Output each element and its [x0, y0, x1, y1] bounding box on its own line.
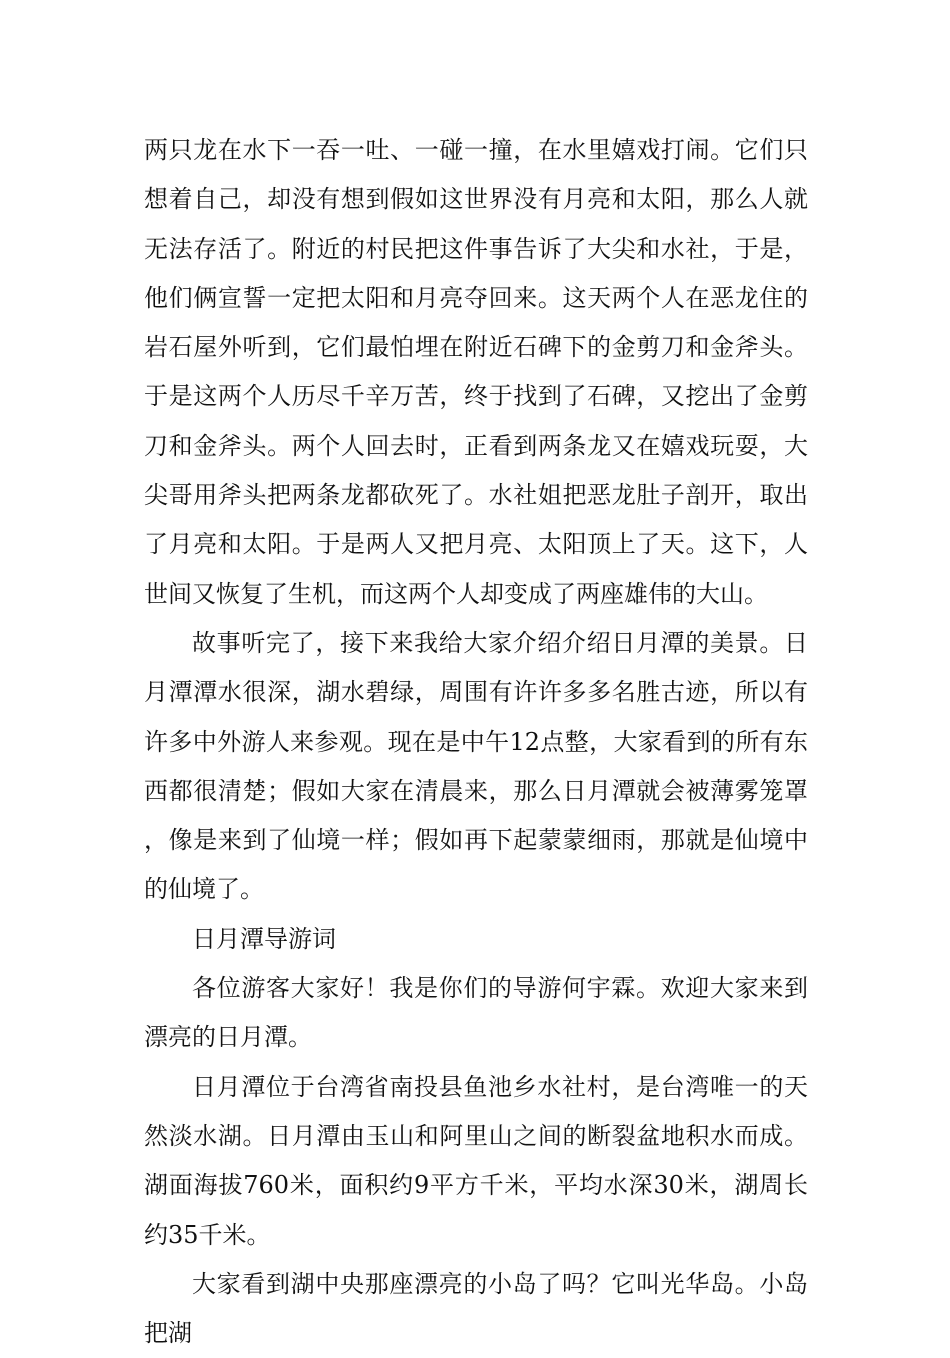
document-page [144, 126, 808, 1358]
section-heading: 日月潭导游词 [192, 924, 336, 953]
paragraph-scenery-intro: 故事听完了，接下来我给大家介绍介绍日月潭的美景。日月潭潭水很深，湖水碧绿，周围有许许多多名胜古迹，所以有许多中外游人来参观。现在是中午12点整，大家看到的所有东西都很清楚；假如大家在清晨来，那么日月潭就会被薄雾笼罩，像是来到了仙境一样；假如再下起蒙蒙细雨，那就是仙境中的仙境了。 [144, 628, 808, 904]
paragraph-location: 日月潭位于台湾省南投县鱼池乡水社村，是台湾唯一的天然淡水湖。日月潭由玉山和阿里山之间的断裂盆地积水而成。湖面海拔760米，面积约9平方千米，平均水深30米，湖周长约35千米。 [144, 1072, 808, 1249]
paragraph-greeting: 各位游客大家好！我是你们的导游何宇霖。欢迎大家来到漂亮的日月潭。 [144, 974, 808, 1052]
paragraph-legend-continuation: 两只龙在水下一吞一吐、一碰一撞，在水里嬉戏打闹。它们只想着自己，却没有想到假如这世界没有月亮和太阳，那么人就无法存活了。附近的村民把这件事告诉了大尖和水社，于是，他们俩宣誓一定把太阳和月亮夺回来。这天两个人在恶龙住的岩石屋外听到，它们最怕埋在附近石碑下的金剪刀和金斧头。于是这两个人历尽千辛万苦，终于找到了石碑，又挖出了金剪刀和金斧头。两个人回去时，正看到两条龙又在嬉戏玩耍，大尖哥用斧头把两条龙都砍死了。水社姐把恶龙肚子剖开，取出了月亮和太阳。于是两人又把月亮、太阳顶上了天。这下，人世间又恢复了生机，而这两个人却变成了两座雄伟的大山。 [144, 136, 808, 608]
paragraph-island: 大家看到湖中央那座漂亮的小岛了吗？它叫光华岛。小岛把湖 [144, 1269, 808, 1348]
